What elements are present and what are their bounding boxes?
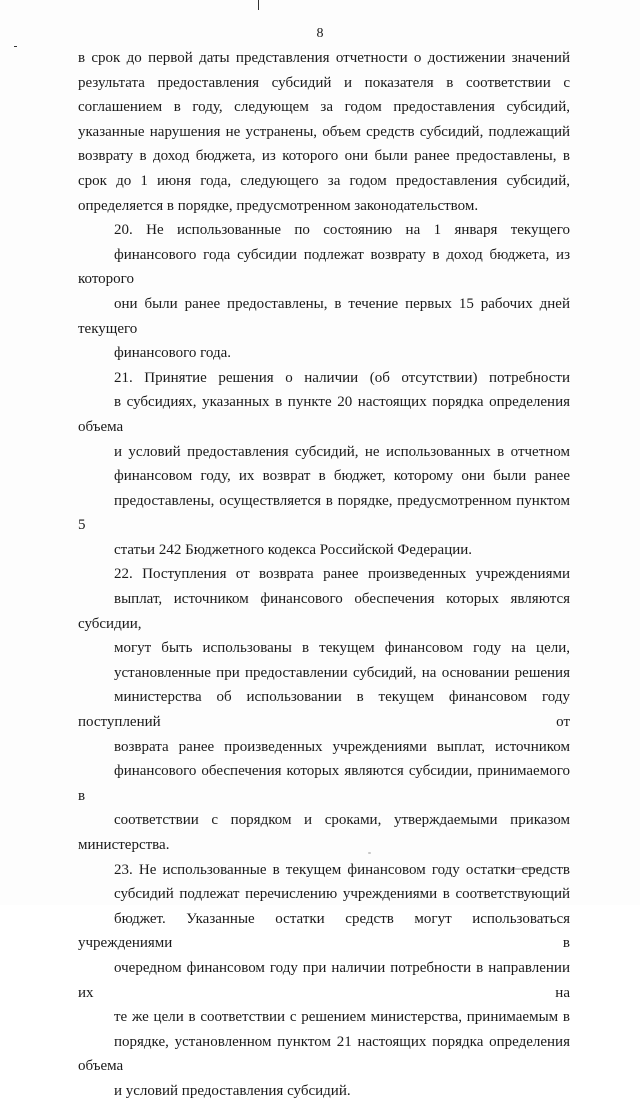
paragraph [78,562,570,857]
text-line: предоставлены, осуществляется в порядке, предусмотренном пунктом 5 [78,492,570,534]
text-line: соответствии с порядком и сроками, утверждаемыми приказом министерства. [78,812,570,853]
text-line: результата предоставления субсидий и показателя в соответствии с [78,74,570,91]
page-number: 8 [316,26,324,41]
text-line: 23. Не использованные в текущем финансовом году остатки средств [114,861,570,878]
text-line: те же цели в соответствии с решением министерства, принимаемым в [114,1009,570,1026]
text-line: порядке, установленном пунктом 21 настоящих порядка определения объема [78,1033,570,1075]
text-line: 21. Принятие решения о наличии (об отсутствии) потребности [114,369,570,386]
text-line: они были ранее предоставлены, в течение первых 15 рабочих дней текущего [78,295,570,337]
text-line: министерства об использовании в текущем финансовом году поступлений от [78,689,570,731]
text-line: определяется в порядке, предусмотренном законодательством. [78,197,479,214]
text-line: в срок до первой даты представления отчетности о достижении значений [78,50,570,66]
paragraph [78,46,570,218]
paragraph [78,858,570,1104]
text-line: 20. Не использованные по состоянию на 1 января текущего [114,222,570,239]
text-line: выплат, источником финансового обеспечения которых являются субсидии, [78,591,570,632]
paragraph [78,366,570,563]
text-line: бюджет. Указанные остатки средств могут использоваться учреждениями в [78,910,570,952]
text-line: очередном финансовом году при наличии потребности в направлении их на [78,959,570,1001]
text-line: финансового обеспечения которых являются субсидии, принимаемого в [78,763,570,804]
text-line: соглашением в году, следующем за годом предоставления субсидий, [78,99,570,116]
text-line: финансовом году, их возврат в бюджет, которому они были ранее [114,468,570,485]
text-line: возврата ранее произведенных учреждениями выплат, источником [114,738,570,755]
scan-artifact-top [258,0,259,10]
text-line: статьи 242 Бюджетного кодекса Российской Федерации. [114,541,473,558]
scan-artifact-left [14,46,17,47]
paragraph [78,218,570,366]
text-line: указанные нарушения не устранены, объем средств субсидий, подлежащий [78,123,570,140]
text-line: срок до 1 июня года, следующего за годом предоставления субсидий, [78,172,570,189]
text-line: финансового года субсидии подлежат возврату в доход бюджета, из которого [78,246,570,288]
text-line: установленные при предоставлении субсидий, на основании решения [114,664,570,681]
document-body [78,46,570,1104]
text-line: субсидий подлежат перечислению учреждениями в соответствующий [114,886,570,903]
text-line: возврату в доход бюджета, из которого они были ранее предоставлены, в [78,148,570,165]
text-line: и условий предоставления субсидий. [114,1082,351,1099]
text-line: финансового года. [114,345,232,362]
text-line: 22. Поступления от возврата ранее произведенных учреждениями [114,566,570,583]
text-line: в субсидиях, указанных в пункте 20 настоящих порядка определения объема [78,394,570,435]
text-line: и условий предоставления субсидий, не использованных в отчетном [114,443,570,460]
text-line: могут быть использованы в текущем финансовом году на цели, [114,640,570,657]
